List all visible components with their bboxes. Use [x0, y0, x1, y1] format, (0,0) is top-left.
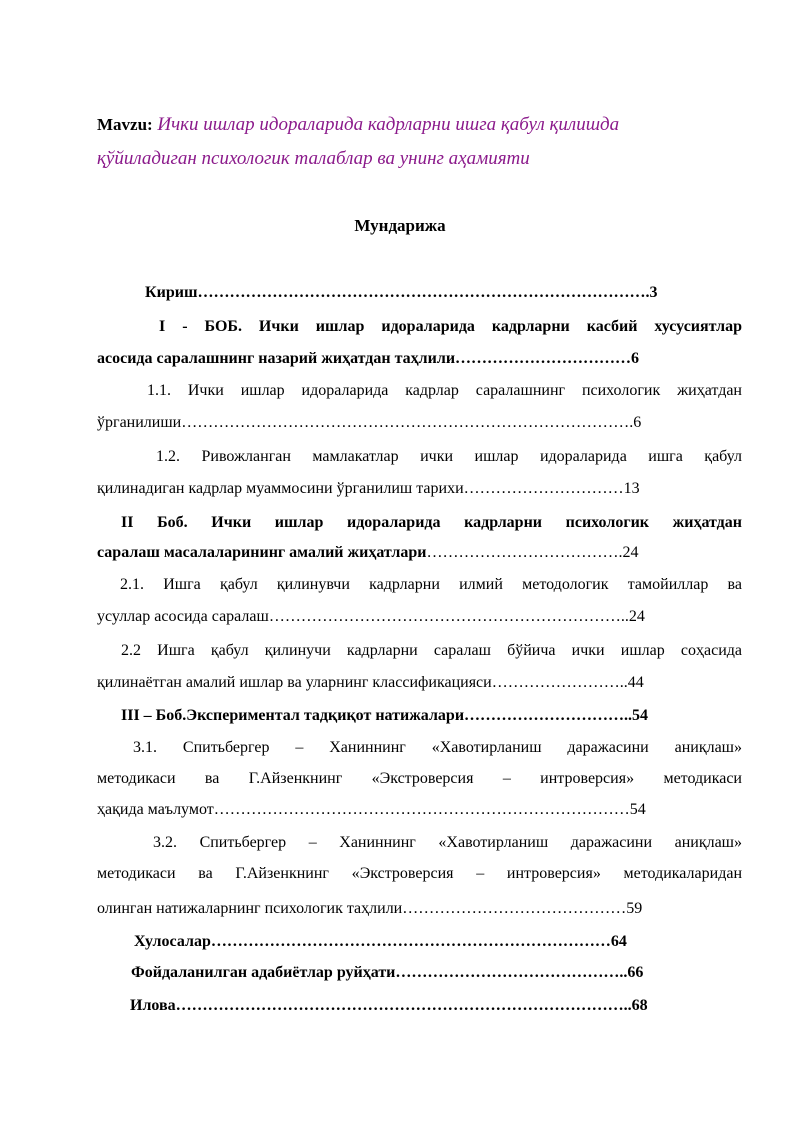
toc-section-3-2-line-1: 3.2. Спитьбергер – Ханиннинг «Хавотирланиш даражасини аниқлаш» — [153, 834, 742, 851]
topic-label: Mavzu: — [97, 115, 153, 134]
toc-references: Фойдаланилган адабиётлар руйҳати……………………………………..66 — [131, 964, 644, 981]
toc-intro: Кириш………………………………………………………………………….3 — [145, 284, 658, 301]
toc-chapter-3: III – Боб.Экспериментал тадқиқот натижалари…………………………..54 — [121, 707, 649, 724]
toc-section-1-2-line-1: 1.2. Ривожланган мамлакатлар ички ишлар идораларида ишга қабул — [156, 448, 742, 465]
toc-chapter-2-page: ……………………………….24 — [426, 544, 639, 561]
toc-section-2-2-line-1: 2.2 Ишга қабул қилинучи кадрларни саралаш бўйича ички ишлар соҳасида — [121, 642, 742, 659]
topic-line-2 — [97, 142, 737, 176]
toc-section-3-2-line-3: олинган натижаларнинг психологик таҳлили……………………………………59 — [97, 900, 643, 917]
toc-section-3-1-line-2: методикаси ва Г.Айзенкнинг «Экстроверсия – интроверсия» методикаси — [97, 770, 742, 787]
toc-section-1-1-line-2: ўрганилиши………………………………………………………………………….6 — [97, 414, 642, 431]
toc-chapter-1-line-2: асосида саралашнинг назарий жиҳатдан таҳлили……………………………6 — [97, 350, 640, 367]
toc-heading: Мундарижа — [354, 216, 446, 235]
toc-chapter-2-line-1: II Боб. Ички ишлар идораларида кадрларни психологик жиҳатдан — [121, 514, 742, 531]
toc-chapter-2-line-2 — [97, 537, 638, 569]
toc-section-1-2-line-2: қилинадиган кадрлар муаммосини ўрганилиш тарихи…………………………13 — [97, 480, 640, 497]
toc-section-3-1-line-1: 3.1. Спитьбергер – Ханиннинг «Хавотирланиш даражасини аниқлаш» — [133, 739, 742, 756]
toc-chapter-1-line-1: I - БОБ. Ички ишлар идораларида кадрларни касбий хусусиятлар — [159, 318, 742, 335]
toc-section-2-2-line-2: қилинаётган амалий ишлар ва уларнинг классификацияси……………………..44 — [97, 674, 644, 691]
topic-line-1 — [97, 108, 737, 142]
toc-section-2-1-line-1: 2.1. Ишга қабул қилинувчи кадрларни илмий методологик тамойиллар ва — [120, 576, 742, 593]
toc-chapter-2-title-end: саралаш масалаларининг амалий жиҳатлари — [97, 544, 427, 561]
toc-appendix: Илова…………………………………………………………………………..68 — [130, 997, 648, 1014]
toc-section-1-1-line-1: 1.1. Ички ишлар идораларида кадрлар саралашнинг психологик жиҳатдан — [147, 382, 742, 399]
toc-section-2-1-line-2: усуллар асосида саралаш…………………………………………………………..24 — [97, 608, 645, 625]
toc-section-3-2-line-2: методикаси ва Г.Айзенкнинг «Экстроверсия – интроверсия» методикаларидан — [97, 865, 742, 882]
topic-title-line-1: Ички ишлар идораларида кадрларни ишга қабул қилишда — [157, 114, 620, 135]
toc-section-3-1-line-3: ҳақида маълумот……………………………………………………………………54 — [97, 801, 646, 818]
topic-title-line-2: қўйиладиган психологик талаблар ва унинг аҳамияти — [97, 148, 530, 169]
topic-block — [97, 108, 737, 176]
toc-conclusion: Хулосалар…………………………………………………………………64 — [134, 933, 627, 950]
